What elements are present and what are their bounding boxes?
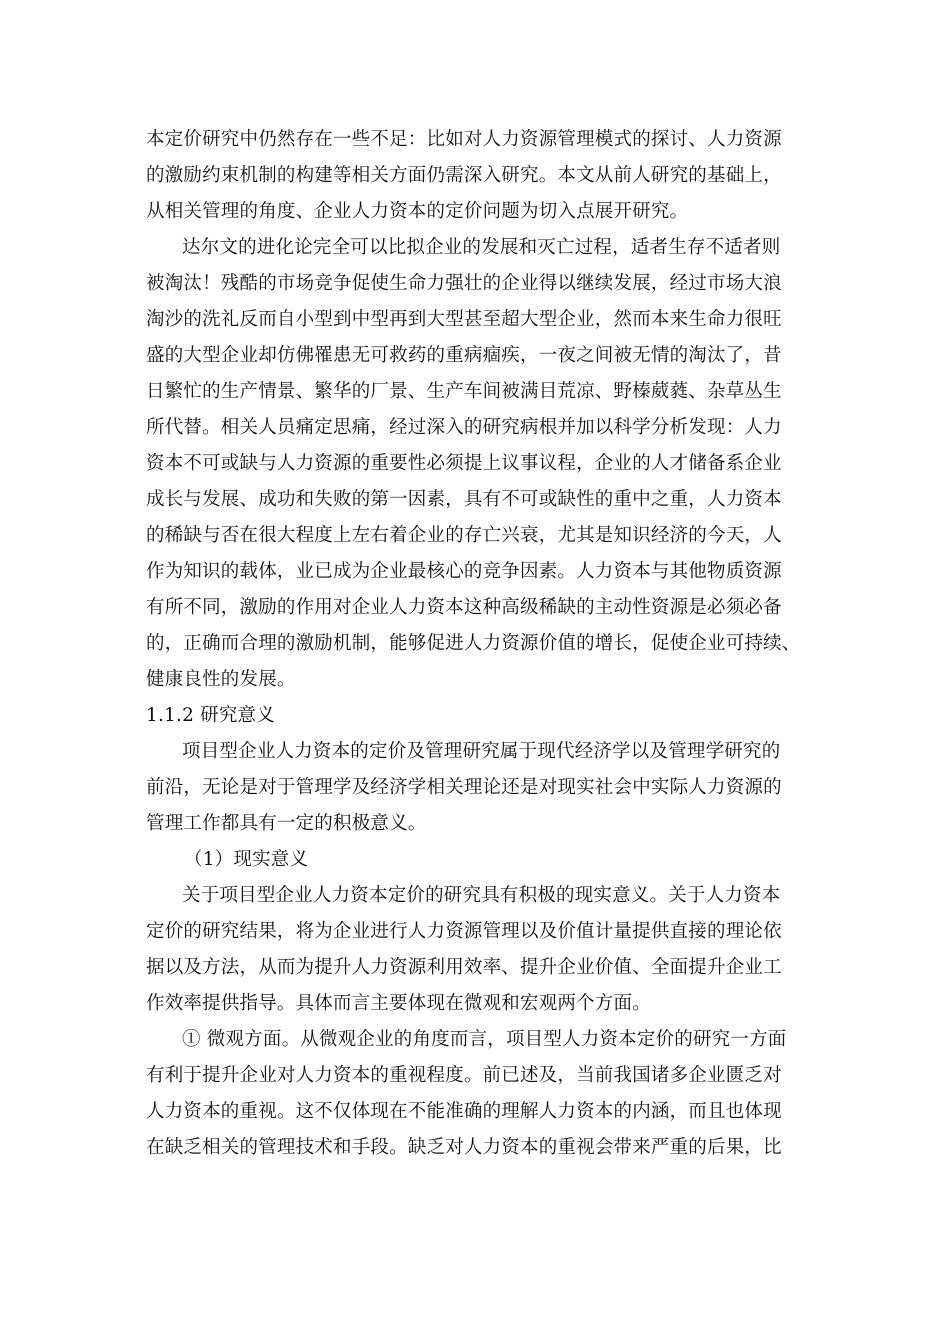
- text-line: 关于项目型企业人力资本定价的研究具有积极的现实意义。关于人力资本: [182, 885, 781, 906]
- text-line: 本定价研究中仍然存在一些不足：比如对人力资源管理模式的探讨、人力资源: [146, 129, 782, 150]
- text-line: 有利于提升企业对人力资本的重视程度。前已述及，当前我国诸多企业匮乏对: [146, 1065, 782, 1086]
- text-line: 的稀缺与否在很大程度上左右着企业的存亡兴衰，尤其是知识经济的今天，人: [146, 525, 782, 546]
- text-line: 在缺乏相关的管理技术和手段。缺乏对人力资本的重视会带来严重的后果，比: [146, 1137, 782, 1158]
- text-line: 盛的大型企业却仿佛罹患无可救药的重病痼疾，一夜之间被无情的淘汰了，昔: [146, 345, 782, 366]
- text-line: ① 微观方面。从微观企业的角度而言，项目型人力资本定价的研究一方面: [182, 1029, 787, 1050]
- text-line: 淘沙的洗礼反而自小型到中型再到大型甚至超大型企业，然而本来生命力很旺: [146, 309, 782, 330]
- subsection-heading: （1）现实意义: [184, 849, 309, 870]
- text-line: 的激励约束机制的构建等相关方面仍需深入研究。本文从前人研究的基础上，: [146, 165, 782, 186]
- text-line: 前沿，无论是对于管理学及经济学相关理论还是对现实社会中实际人力资源的: [146, 777, 782, 798]
- text-line: 人力资本的重视。这不仅体现在不能准确的理解人力资本的内涵，而且也体现: [146, 1101, 782, 1122]
- text-line: 据以及方法，从而为提升人力资源利用效率、提升企业价值、全面提升企业工: [146, 957, 782, 978]
- text-line: 作效率提供指导。具体而言主要体现在微观和宏观两个方面。: [146, 993, 651, 1014]
- text-line: 成长与发展、成功和失败的第一因素，具有不可或缺性的重中之重，人力资本: [146, 489, 782, 510]
- text-line: 健康良性的发展。: [146, 669, 296, 690]
- text-line: 所代替。相关人员痛定思痛，经过深入的研究病根并加以科学分析发现：人力: [146, 417, 782, 438]
- text-line: 资本不可或缺与人力资源的重要性必须提上议事议程，企业的人才储备系企业: [146, 453, 782, 474]
- text-line: 管理工作都具有一定的积极意义。: [146, 813, 427, 834]
- text-line: 定价的研究结果，将为企业进行人力资源管理以及价值计量提供直接的理论依: [146, 921, 782, 942]
- text-line: 达尔文的进化论完全可以比拟企业的发展和灭亡过程，适者生存不适者则: [182, 237, 781, 258]
- text-line: 作为知识的载体，业已成为企业最核心的竞争因素。人力资本与其他物质资源: [146, 561, 782, 582]
- section-heading: 1.1.2 研究意义: [146, 705, 275, 726]
- text-line: 日繁忙的生产情景、繁华的厂景、生产车间被满目荒凉、野榛葳蕤、杂草丛生: [146, 381, 782, 402]
- text-line: 项目型企业人力资本的定价及管理研究属于现代经济学以及管理学研究的: [182, 741, 781, 762]
- text-line: 有所不同，激励的作用对企业人力资本这种高级稀缺的主动性资源是必须必备: [146, 597, 782, 618]
- text-line: 从相关管理的角度、企业人力资本的定价问题为切入点展开研究。: [146, 201, 689, 222]
- text-line: 被淘汰！残酷的市场竞争促使生命力强壮的企业得以继续发展，经过市场大浪: [146, 273, 782, 294]
- text-line: 的，正确而合理的激励机制，能够促进人力资源价值的增长，促使企业可持续、: [146, 633, 801, 654]
